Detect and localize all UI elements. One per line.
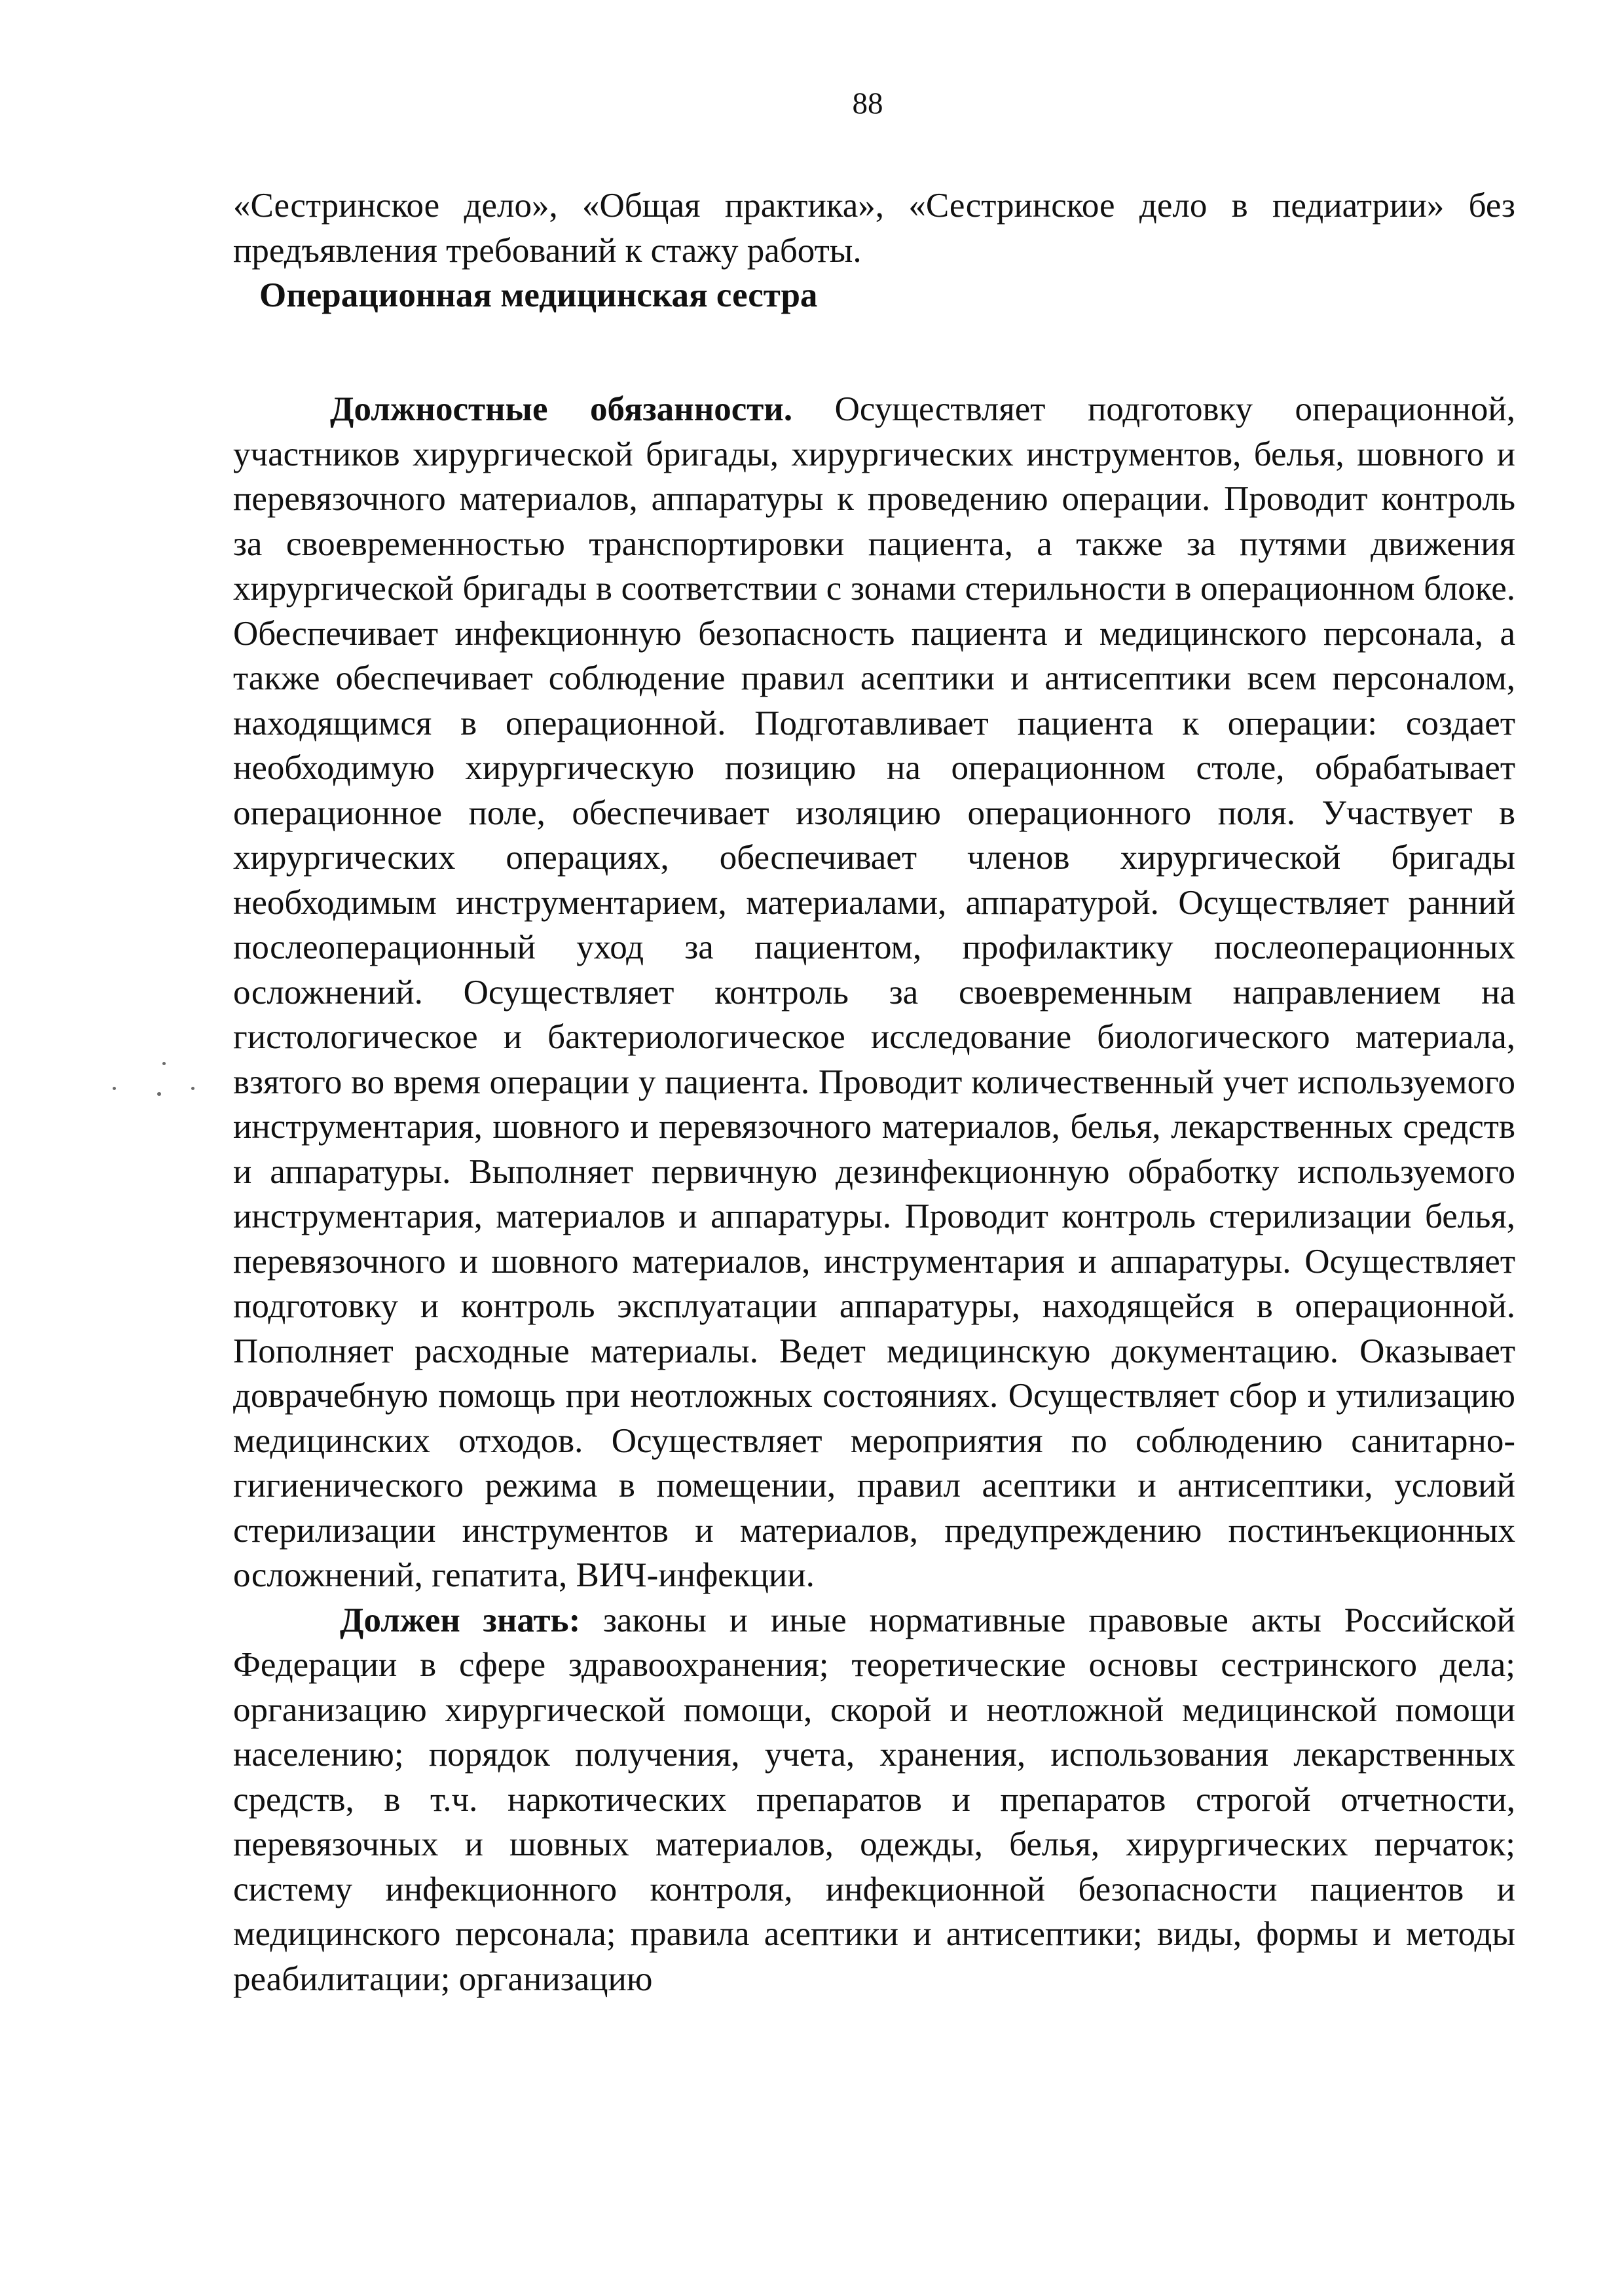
document-body — [233, 183, 1515, 2001]
duties-text: Осуществляет подготовку операционной, участников хирургической бригады, хирургических инструментов, белья, шовного и перевязочного материалов, аппаратуры к проведению операции. Проводит контроль за своевременностью транспортировки пациента, а также за путями движения хирургической бригады в соответствии с зонами стерильности в операционном блоке. Обеспечивает инфекционную безопасность пациента и медицинского персонала, а также обеспечивает соблюдение правил асептики и антисептики всем персоналом, находящимся в операционной. Подготавливает пациента к операции: создает необходимую хирургическую позицию на операционном столе, обрабатывает операционное поле, обеспечивает изоляцию операционного поля. Участвует в хирургических операциях, обеспечивает членов хирургической бригады необходимым инструментарием, материалами, аппаратурой. Осуществляет ранний послеоперационный уход за пациентом, профилактику послеоперационных осложнений. Осуществляет контроль за своевременным направлением на гистологическое и бактериологическое исследование биологического материала, взятого во время операции у пациента. Проводит количественный учет используемого инструментария, шовного и перевязочного материалов, белья, лекарственных средств и аппаратуры. Выполняет первичную дезинфекционную обработку используемого инструментария, материалов и аппаратуры. Проводит контроль стерилизации белья, перевязочного и шовного материалов, инструментария и аппаратуры. Осуществляет подготовку и контроль эксплуатации аппаратуры, находящейся в операционной. Пополняет расходные материалы. Ведет медицинскую документацию. Оказывает доврачебную помощь при неотложных состояниях. Осуществляет сбор и утилизацию медицинских отходов. Осуществляет мероприятия по соблюдению санитарно-гигиенического режима в помещении, правил асептики и антисептики, условий стерилизации инструментов и материалов, предупреждению постинъекционных осложнений, гепатита, ВИЧ-инфекции. — [233, 390, 1515, 1594]
scan-artifact-dot — [157, 1092, 161, 1096]
duties-heading: Должностные обязанности. — [330, 390, 793, 428]
knowledge-paragraph — [233, 1598, 1515, 2002]
page-number: 88 — [852, 86, 883, 120]
knowledge-heading: Должен знать: — [340, 1601, 581, 1639]
scan-artifact-dot — [191, 1087, 194, 1090]
duties-paragraph — [233, 387, 1515, 1598]
section-title: Операционная медицинская сестра — [259, 276, 818, 314]
scan-artifact-dot — [162, 1062, 166, 1065]
scan-artifact-dot — [113, 1087, 116, 1090]
knowledge-text: законы и иные нормативные правовые акты Российской Федерации в сфере здравоохранения; теоретические основы сестринского дела; организацию хирургической помощи, скорой и неотложной медицинской помощи населению; порядок получения, учета, хранения, использования лекарственных средств, в т.ч. наркотических препаратов и препаратов строгой отчетности, перевязочных и шовных материалов, одежды, белья, хирургических перчаток; систему инфекционного контроля, инфекционной безопасности пациентов и медицинского персонала; правила асептики и антисептики; виды, формы и методы реабилитации; организацию — [233, 1601, 1515, 1998]
intro-paragraph: «Сестринское дело», «Общая практика», «Сестринское дело в педиатрии» без предъявления требований к стажу работы. — [233, 187, 1515, 270]
